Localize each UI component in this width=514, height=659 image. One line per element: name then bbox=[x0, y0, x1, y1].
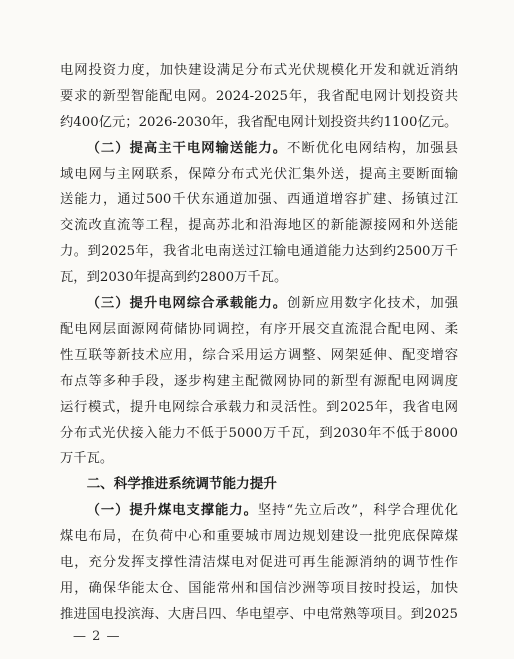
paragraph-heading: （二）提高主干电网输送能力。 bbox=[86, 140, 288, 156]
document-body bbox=[60, 58, 458, 628]
text-line: 分布式光伏接入能力不低于5000万千瓦，到2030年不低于8000 bbox=[60, 425, 458, 441]
text-line: 电，充分发挥支撑性清洁煤电对促进可再生能源消纳的调节性作 bbox=[60, 554, 458, 570]
text-line: 配电网层面源网荷储协同调控，有序开展交直流混合配电网、柔 bbox=[60, 321, 458, 337]
paragraph-heading: （一）提升煤电支撑能力。 bbox=[86, 503, 258, 519]
text-line bbox=[60, 136, 458, 162]
text-line: 瓦，到2030年提高到约2800万千瓦。 bbox=[60, 270, 288, 286]
paragraph-grid-capacity bbox=[60, 291, 458, 472]
text-line: 布点等多种手段，逐步构建主配微网协同的新型有源配电网调度 bbox=[60, 373, 458, 389]
text-line bbox=[60, 498, 458, 524]
text-line: 力。到2025年，我省北电南送过江输电通道能力达到约2500万千 bbox=[60, 244, 458, 260]
text-segment: 坚持“先立后改”，科学合理优化 bbox=[257, 503, 458, 519]
paragraph-heading: （三）提升电网综合承载能力。 bbox=[86, 296, 288, 312]
text-line: 交流改直流等工程，提高苏北和沿海地区的新能源接网和外送能 bbox=[60, 218, 458, 234]
page-number: — 2 — bbox=[73, 629, 121, 644]
text-segment: 不断优化电网结构，加强县 bbox=[287, 140, 458, 156]
text-segment: 创新应用数字化技术，加强 bbox=[287, 296, 458, 312]
text-line: 万千瓦。 bbox=[60, 451, 114, 467]
text-line: 送能力，通过500千伏东通道加强、西通道增容扩建、扬镇过江 bbox=[60, 192, 458, 208]
text-line: 煤电布局，在负荷中心和重要城市周边规划建设一批兜底保障煤 bbox=[60, 529, 458, 545]
paragraph-main-grid bbox=[60, 136, 458, 291]
text-line: 约400亿元；2026-2030年，我省配电网计划投资共约1100亿元。 bbox=[60, 114, 458, 130]
section-heading: 二、科学推进系统调节能力提升 bbox=[86, 476, 277, 493]
text-line: 运行模式，提升电网综合承载力和灵活性。到2025年，我省电网 bbox=[60, 399, 458, 415]
paragraph-coal-power bbox=[60, 498, 458, 627]
text-line: 推进国电投滨海、大唐吕四、华电望亭、中电常熟等项目。到2025 bbox=[60, 606, 458, 622]
text-line: 电网投资力度，加快建设满足分布式光伏规模化开发和就近消纳 bbox=[60, 63, 458, 78]
text-line: 用，确保华能太仓、国能常州和国信沙洲等项目按时投运，加快 bbox=[60, 580, 458, 596]
text-line: 域电网与主网联系，保障分布式光伏汇集外送，提高主要断面输 bbox=[60, 166, 458, 182]
text-line bbox=[60, 291, 458, 317]
text-line: 性互联等新技术应用，综合采用运方调整、网架延伸、配变增容 bbox=[60, 347, 458, 363]
text-line: 要求的新型智能配电网。2024-2025年，我省配电网计划投资共 bbox=[60, 88, 458, 104]
paragraph-continuation bbox=[60, 58, 458, 136]
